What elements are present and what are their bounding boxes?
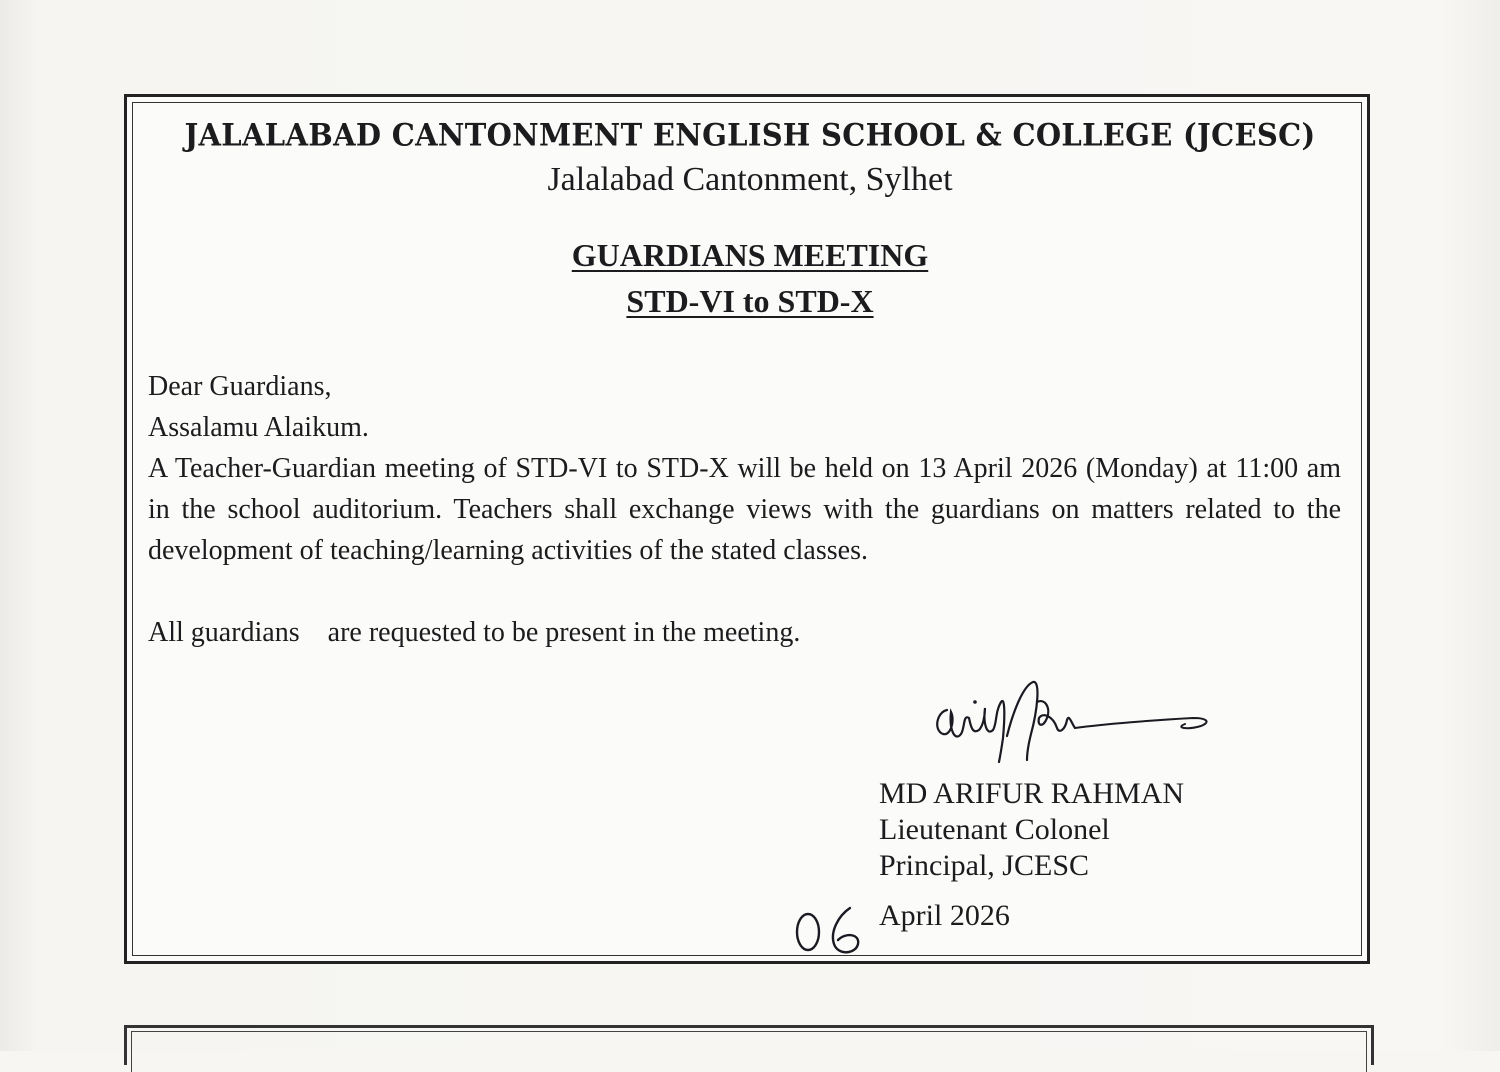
principal-signature <box>925 672 1225 772</box>
notice-subtitle-text: STD-VI to STD-X <box>626 283 874 319</box>
letter-paragraph: A Teacher-Guardian meeting of STD-VI to STD-X will be held on 13 April 2026 (Monday) at 11:00 am in the school auditorium. Teachers shall exchange views with the guardians on matters related to the development of teaching/learning activities of the stated classes. <box>148 453 1341 566</box>
next-page-border <box>124 1025 1374 1065</box>
letter-greeting: Dear Guardians, <box>148 371 332 402</box>
next-page-inner-border <box>131 1031 1367 1072</box>
school-name: JALALABAD CANTONMENT ENGLISH SCHOOL & COLLEGE (JCESC) <box>184 117 1316 153</box>
school-location: Jalalabad Cantonment, Sylhet <box>547 161 953 198</box>
signatory-post: Principal, JCESC <box>879 849 1090 882</box>
handwritten-day <box>790 902 870 958</box>
notice-title <box>0 237 1500 274</box>
notice-date: April 2026 <box>879 899 1010 932</box>
signatory-name: MD ARIFUR RAHMAN <box>879 777 1185 810</box>
notice-title-text: GUARDIANS MEETING <box>571 237 929 273</box>
letter-request: All guardians are requested to be present in the meeting. <box>148 617 801 648</box>
letter-salutation: Assalamu Alaikum. <box>148 412 369 443</box>
signatory-rank: Lieutenant Colonel <box>879 813 1110 846</box>
notice-subtitle <box>0 283 1500 320</box>
